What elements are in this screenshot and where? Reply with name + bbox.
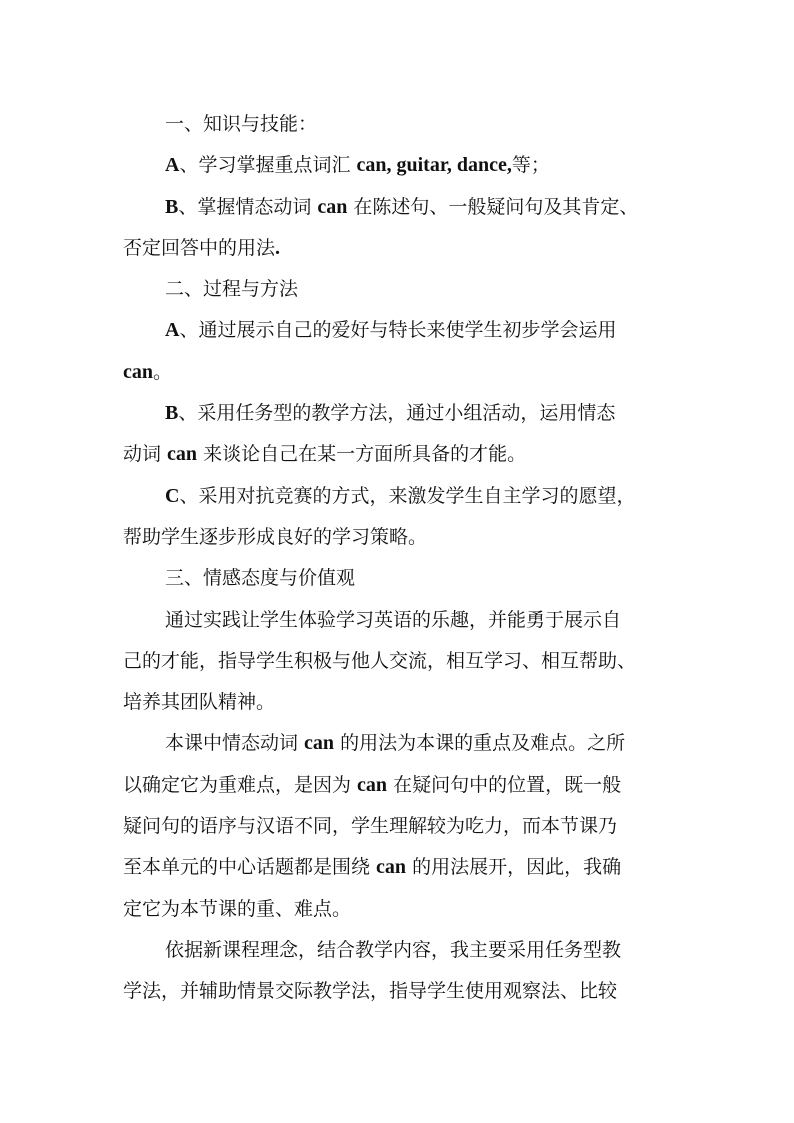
paragraph-line: 动词 can 来谈论自己在某一方面所具备的才能。 — [123, 443, 527, 466]
paragraph-line: B、掌握情态动词 can 在陈述句、一般疑问句及其肯定、 — [165, 195, 639, 218]
paragraph-line: 己的才能，指导学生积极与他人交流，相互学习、相互帮助、 — [123, 649, 637, 672]
paragraph-line: 本课中情态动词 can 的用法为本课的重点及难点。之所 — [165, 732, 626, 755]
document-body — [123, 104, 673, 1013]
paragraph-line: 疑问句的语序与汉语不同，学生理解较为吃力，而本节课乃 — [123, 815, 618, 838]
section-heading-knowledge: 一、知识与技能： — [165, 113, 318, 135]
paragraph-line: 否定回答中的用法. — [123, 236, 281, 259]
paragraph-line: B、采用任务型的教学方法，通过小组活动，运用情态 — [165, 402, 616, 425]
paragraph-line: 依据新课程理念，结合教学内容，我主要采用任务型教 — [165, 938, 622, 961]
paragraph-line: 定它为本节课的重、难点。 — [123, 897, 352, 920]
paragraph-line: can。 — [123, 360, 173, 383]
paragraph-line: 通过实践让学生体验学习英语的乐趣，并能勇于展示自 — [165, 608, 622, 631]
paragraph-line: 帮助学生逐步形成良好的学习策略。 — [123, 525, 428, 548]
paragraph-line: 以确定它为重难点，是因为 can 在疑问句中的位置，既一般 — [123, 773, 622, 796]
paragraph-line: C、采用对抗竞赛的方式，来激发学生自主学习的愿望， — [165, 484, 636, 507]
section-heading-process: 二、过程与方法 — [165, 278, 299, 301]
paragraph-line: 培养其团队精神。 — [123, 691, 276, 714]
paragraph-line: A、学习掌握重点词汇 can, guitar, dance,等； — [165, 154, 550, 177]
paragraph-line: A、通过展示自己的爱好与特长来使学生初步学会运用 — [165, 319, 617, 342]
section-heading-attitude: 三、情感态度与价值观 — [165, 567, 356, 590]
paragraph-line: 至本单元的中心话题都是围绕 can 的用法展开，因此，我确 — [123, 856, 622, 879]
paragraph-line: 学法，并辅助情景交际教学法，指导学生使用观察法、比较 — [123, 980, 618, 1003]
